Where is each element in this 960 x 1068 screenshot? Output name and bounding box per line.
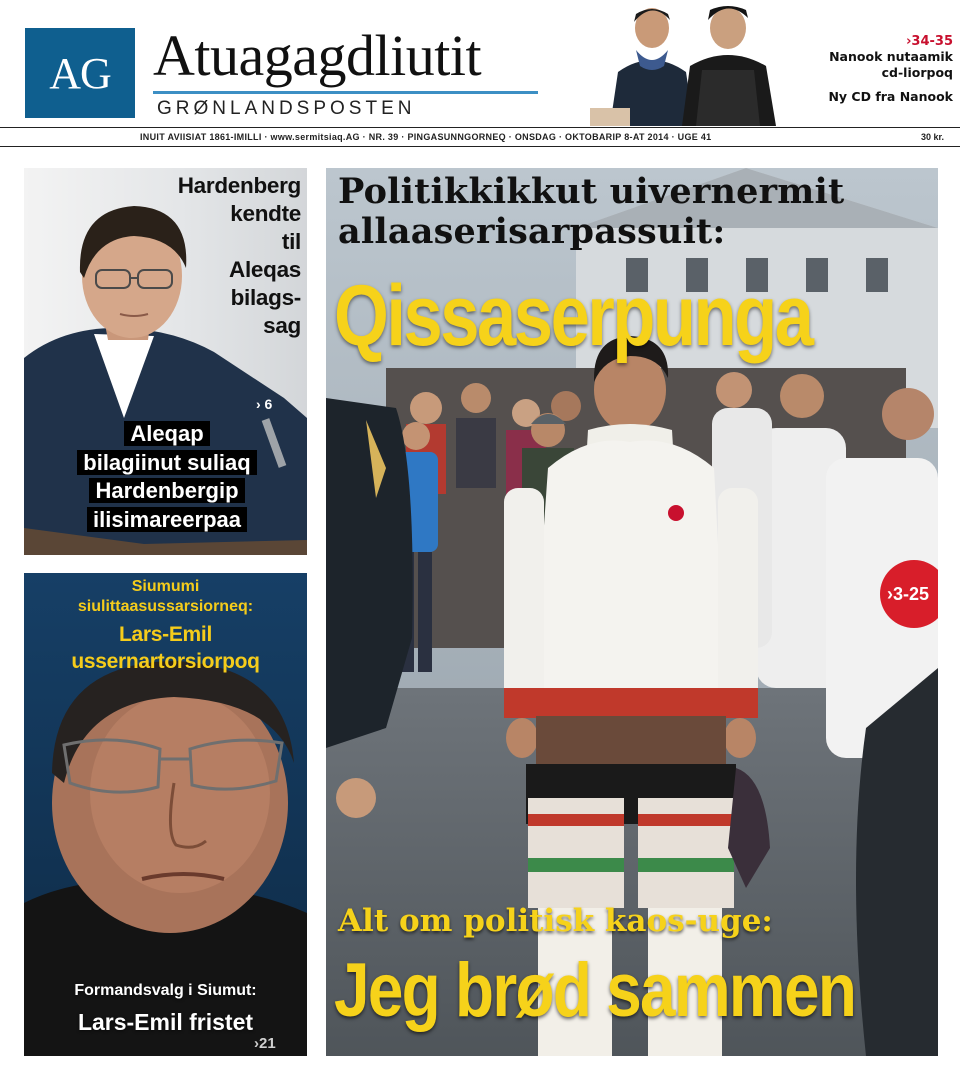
main-page-badge[interactable]: ›3-25 bbox=[880, 560, 938, 628]
headline-line: kendte bbox=[230, 201, 301, 226]
kicker-line: Siumumi bbox=[131, 578, 200, 595]
kicker-line: allaaserisarpassuit: bbox=[338, 211, 726, 252]
newspaper-name: Atuagagdliutit bbox=[153, 23, 482, 88]
subheadline-line: ilisimareerpaa bbox=[87, 507, 247, 532]
subheadline-line: Aleqap bbox=[124, 421, 209, 446]
siumut-footer-headline[interactable]: Lars-Emil fristet bbox=[77, 1009, 254, 1035]
lower-headline[interactable]: Jeg brød sammen bbox=[334, 948, 856, 1033]
lower-kicker[interactable]: Alt om politisk kaos-uge: bbox=[338, 903, 773, 939]
hardenberg-page-ref[interactable]: › 6 bbox=[256, 396, 273, 412]
headline-line: ussernartorsiorpoq bbox=[71, 650, 260, 673]
siumut-page-ref[interactable]: ›21 bbox=[254, 1035, 276, 1052]
hardenberg-headline[interactable] bbox=[141, 172, 301, 340]
main-headline[interactable]: Qissaserpunga bbox=[334, 268, 812, 364]
headline-line: bilags- bbox=[230, 285, 301, 310]
teaser-line-danish: Ny CD fra Nanook bbox=[828, 89, 953, 104]
teaser-line-greenlandic-2: cd-liorpoq bbox=[881, 65, 953, 80]
newspaper-subtitle: GRØNLANDSPOSTEN bbox=[157, 98, 416, 119]
headline-line: Hardenberg bbox=[177, 173, 301, 198]
kicker-line: siulittaasussarsiorneq: bbox=[77, 598, 254, 615]
issue-info: INUIT AVIISIAT 1861-IMILLI · www.sermitsiaq.AG · NR. 39 · PINGASUNNGORNEQ · ONSDAG · OKTOBARIP 8-AT 2014 · UGE 41 bbox=[140, 132, 712, 142]
teaser-page-ref: ›34-35 bbox=[906, 34, 953, 49]
subheadline-line: Hardenbergip bbox=[89, 478, 244, 503]
main-kicker[interactable] bbox=[338, 172, 928, 252]
subheadline-line: bilagiinut suliaq bbox=[77, 450, 256, 475]
masthead-info-bar bbox=[0, 127, 960, 147]
teaser-photo-nanook[interactable] bbox=[590, 0, 805, 126]
main-story[interactable] bbox=[326, 168, 938, 1056]
kicker-line: Politikkikkut uivernermit bbox=[338, 171, 845, 212]
subtitle-rule bbox=[153, 91, 538, 94]
story-siumut[interactable] bbox=[24, 573, 307, 1056]
headline-line: til bbox=[281, 229, 301, 254]
headline-line: sag bbox=[263, 313, 301, 338]
hardenberg-subheadline[interactable] bbox=[36, 420, 298, 534]
siumut-footer-kicker[interactable]: Formandsvalg i Siumut: bbox=[74, 982, 257, 999]
story-hardenberg[interactable] bbox=[24, 168, 307, 555]
teaser-line-greenlandic-1: Nanook nutaamik bbox=[829, 49, 953, 64]
teaser-nanook[interactable] bbox=[808, 34, 953, 105]
headline-line: Lars-Emil bbox=[119, 623, 212, 646]
ag-logo[interactable]: AG bbox=[25, 28, 135, 118]
siumut-headline[interactable] bbox=[24, 621, 307, 675]
issue-price: 30 kr. bbox=[920, 132, 944, 142]
headline-line: Aleqas bbox=[229, 257, 301, 282]
siumut-kicker[interactable] bbox=[24, 577, 307, 617]
